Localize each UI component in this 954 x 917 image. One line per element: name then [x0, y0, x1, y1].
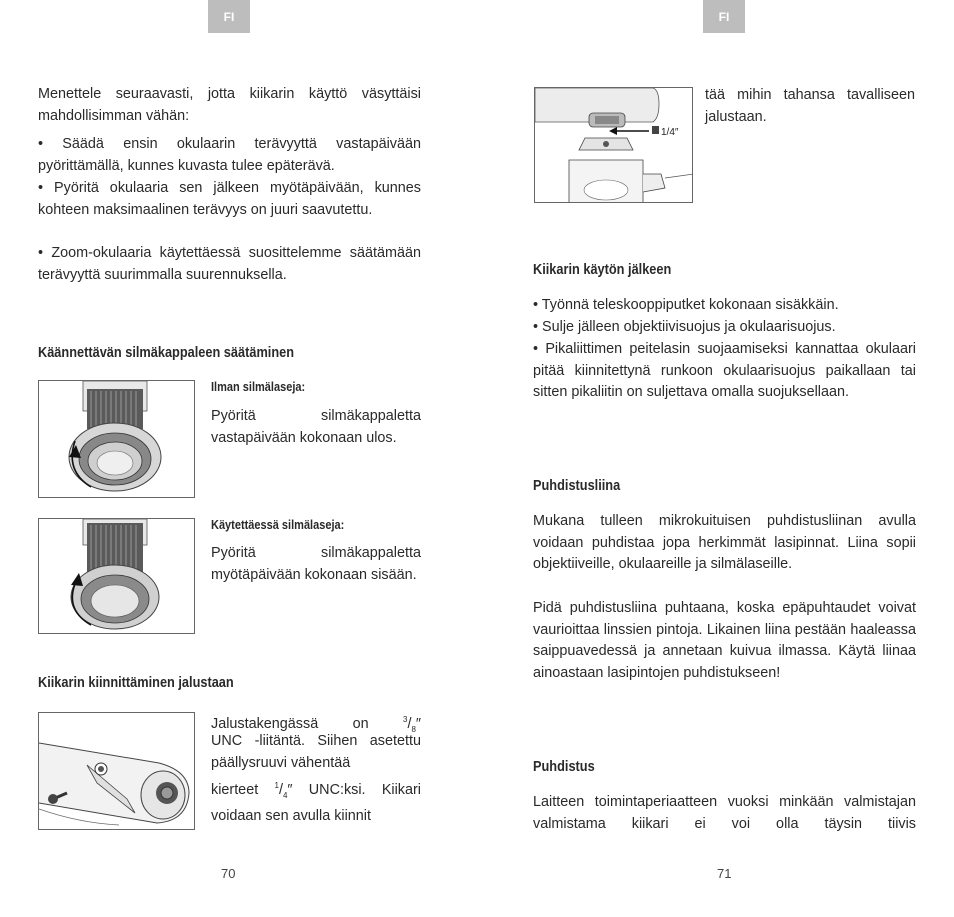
bullet-item: • Säädä ensin okulaarin terävyyttä vastapäivään pyörittämällä, kunnes kuvasta tulee epäterävä.	[38, 136, 421, 174]
page-number: 70	[221, 866, 236, 881]
tripod-text: UNC:ksi. Kiikari voidaan sen avulla kiinnit	[211, 781, 421, 825]
right-page	[477, 0, 954, 917]
cleaning-paragraph: Laitteen toimintaperiaatteen vuoksi minkään valmistajan valmistama kiikari ei voi olla täysin tiivis	[533, 794, 916, 832]
tripod-mount-illustration	[38, 712, 195, 830]
bullet-item: • Pikaliittimen peitelasin suojaamiseksi kannattaa okulaari pitää kiinnitettynä runkoon okulaarisuojus paikallaan tai sitten pikaliitin on suljettava omalla suojuksellaan.	[533, 341, 916, 401]
section-heading: Käännettävän silmäkappaleen säätäminen	[38, 345, 295, 361]
fraction-1-4: $^1/_4''$	[274, 781, 293, 800]
bullet-item: • Pyöritä okulaaria sen jälkeen myötäpäivään, kunnes kohteen maksimaalinen terävyys on juuri saavutettu.	[38, 180, 421, 218]
thread-adapter-drawing	[535, 88, 693, 203]
tripod-text: kierteet	[211, 781, 259, 798]
tripod-line-3	[211, 775, 421, 828]
language-tab: FI	[208, 0, 250, 33]
bullet-item: • Työnnä teleskooppiputket kokonaan sisäkkäin.	[533, 297, 839, 313]
fraction-3-8: $^3/_8''$	[402, 715, 421, 734]
tripod-continuation: tää mihin tahansa tavalliseen jalustaan.	[705, 87, 915, 125]
subheading-glasses: Käytettäessä silmälaseja:	[211, 518, 345, 532]
eyepiece-in-drawing	[39, 519, 195, 634]
section-heading: Puhdistus	[533, 759, 595, 775]
page-number: 71	[717, 866, 732, 881]
eyecup-in-illustration	[38, 518, 195, 634]
section-heading: Kiikarin käytön jälkeen	[533, 262, 672, 278]
no-glasses-text: Pyöritä silmäkappaletta vastapäivään kokonaan ulos.	[211, 408, 421, 446]
subheading-no-glasses: Ilman silmälaseja:	[211, 380, 306, 394]
eyepiece-out-drawing	[39, 381, 195, 498]
thread-size-label: 1/4″	[661, 127, 679, 138]
cloth-paragraph-1: Mukana tulleen mikrokuituisen puhdistusliinan avulla voidaan puhdistaa jopa herkimmät lasipinnat. Liina sopii objektiiveille, okulaareille ja silmälaseille.	[533, 513, 916, 573]
cloth-paragraph-2: Pidä puhdistusliina puhtaana, koska epäpuhtaudet voivat vaurioittaa linssien pintoja. Likainen liina pestään haaleassa saippuavedessä ja annetaan kuivua ilmassa. Käytä liinaa ainoastaan lasipintojen puhdistukseen!	[533, 600, 916, 681]
section-heading: Puhdistusliina	[533, 478, 621, 494]
eyecup-out-illustration	[38, 380, 195, 498]
tripod-text: Jalustakengässä on	[211, 715, 369, 732]
tripod-line-2: UNC -liitäntä. Siihen asetettu päällysruuvi vähentää	[211, 733, 421, 771]
section-heading: Kiikarin kiinnittäminen jalustaan	[38, 675, 234, 691]
intro-paragraph: Menettele seuraavasti, jotta kiikarin käyttö väsyttäisi mahdollisimman vähän:	[38, 86, 421, 124]
bullet-item: • Sulje jälleen objektiivisuojus ja okulaarisuojus.	[533, 319, 836, 335]
tripod-adapter-drawing	[39, 713, 195, 830]
glasses-text: Pyöritä silmäkappaletta myötäpäivään kokonaan sisään.	[211, 545, 421, 583]
thread-adapter-illustration	[534, 87, 693, 203]
bullet-item: • Zoom-okulaaria käytettäessä suosittelemme säätämään terävyyttä suurimmalla suurennuksella.	[38, 245, 421, 283]
language-tab: FI	[703, 0, 745, 33]
